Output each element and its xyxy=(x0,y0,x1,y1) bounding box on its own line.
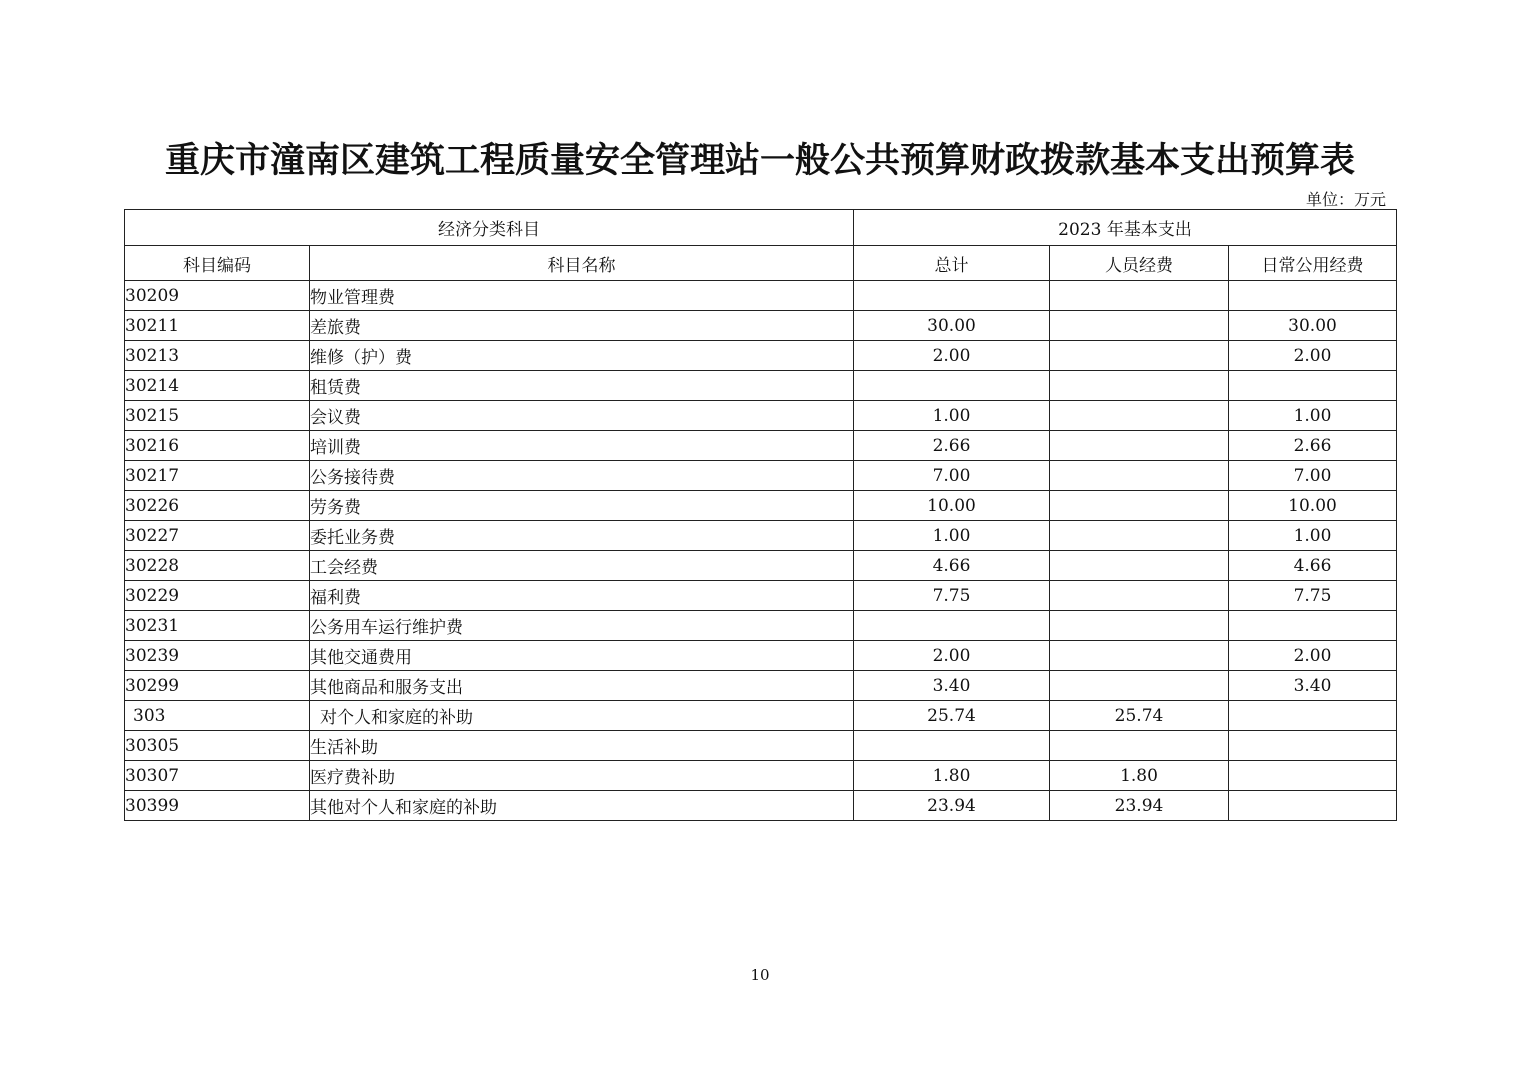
row-personnel xyxy=(1050,461,1229,491)
row-name: 委托业务费 xyxy=(310,521,854,551)
row-name: 福利费 xyxy=(310,581,854,611)
row-personnel xyxy=(1050,371,1229,401)
row-personnel xyxy=(1050,581,1229,611)
row-total: 2.66 xyxy=(854,431,1050,461)
table-row xyxy=(125,311,1397,341)
row-code: 30305 xyxy=(125,731,310,761)
row-code: 30227 xyxy=(125,521,310,551)
row-name: 其他对个人和家庭的补助 xyxy=(310,791,854,821)
table-row xyxy=(125,671,1397,701)
table-row xyxy=(125,431,1397,461)
table-row xyxy=(125,551,1397,581)
row-total: 4.66 xyxy=(854,551,1050,581)
row-code: 30211 xyxy=(125,311,310,341)
row-public xyxy=(1229,791,1397,821)
row-public: 7.75 xyxy=(1229,581,1397,611)
row-code: 30215 xyxy=(125,401,310,431)
table-row xyxy=(125,581,1397,611)
row-total: 25.74 xyxy=(854,701,1050,731)
row-public: 1.00 xyxy=(1229,401,1397,431)
header-personnel: 人员经费 xyxy=(1050,246,1229,281)
row-name: 劳务费 xyxy=(310,491,854,521)
row-total: 23.94 xyxy=(854,791,1050,821)
row-total xyxy=(854,371,1050,401)
header-economic-category: 经济分类科目 xyxy=(125,210,854,246)
row-public: 7.00 xyxy=(1229,461,1397,491)
row-personnel xyxy=(1050,611,1229,641)
table-row xyxy=(125,281,1397,311)
table-row xyxy=(125,521,1397,551)
row-total: 1.00 xyxy=(854,521,1050,551)
table-row xyxy=(125,401,1397,431)
row-name: 维修（护）费 xyxy=(310,341,854,371)
row-personnel xyxy=(1050,311,1229,341)
row-total: 1.00 xyxy=(854,401,1050,431)
row-public xyxy=(1229,731,1397,761)
row-name: 对个人和家庭的补助 xyxy=(310,701,854,731)
row-public xyxy=(1229,701,1397,731)
row-name: 公务用车运行维护费 xyxy=(310,611,854,641)
table-row xyxy=(125,611,1397,641)
row-code: 30239 xyxy=(125,641,310,671)
row-public: 2.00 xyxy=(1229,641,1397,671)
row-public: 3.40 xyxy=(1229,671,1397,701)
row-personnel xyxy=(1050,641,1229,671)
row-code: 30216 xyxy=(125,431,310,461)
row-personnel xyxy=(1050,671,1229,701)
row-code: 30307 xyxy=(125,761,310,791)
row-name: 租赁费 xyxy=(310,371,854,401)
header-name: 科目名称 xyxy=(310,246,854,281)
row-code: 30209 xyxy=(125,281,310,311)
row-public: 1.00 xyxy=(1229,521,1397,551)
row-total: 3.40 xyxy=(854,671,1050,701)
table-row xyxy=(125,461,1397,491)
row-total: 10.00 xyxy=(854,491,1050,521)
row-personnel xyxy=(1050,341,1229,371)
row-name: 其他商品和服务支出 xyxy=(310,671,854,701)
row-public: 2.00 xyxy=(1229,341,1397,371)
row-public: 2.66 xyxy=(1229,431,1397,461)
table-row xyxy=(125,641,1397,671)
budget-table xyxy=(124,209,1397,821)
row-public xyxy=(1229,761,1397,791)
row-code: 30231 xyxy=(125,611,310,641)
row-total xyxy=(854,611,1050,641)
header-total: 总计 xyxy=(854,246,1050,281)
table-row xyxy=(125,791,1397,821)
row-name: 物业管理费 xyxy=(310,281,854,311)
row-code: 30229 xyxy=(125,581,310,611)
row-personnel: 25.74 xyxy=(1050,701,1229,731)
row-personnel xyxy=(1050,551,1229,581)
row-public xyxy=(1229,371,1397,401)
row-personnel xyxy=(1050,281,1229,311)
row-total: 7.00 xyxy=(854,461,1050,491)
row-code: 303 xyxy=(125,701,310,731)
row-public xyxy=(1229,281,1397,311)
row-name: 生活补助 xyxy=(310,731,854,761)
row-name: 会议费 xyxy=(310,401,854,431)
row-personnel xyxy=(1050,731,1229,761)
row-personnel xyxy=(1050,431,1229,461)
row-total xyxy=(854,731,1050,761)
row-total: 1.80 xyxy=(854,761,1050,791)
header-code: 科目编码 xyxy=(125,246,310,281)
row-name: 工会经费 xyxy=(310,551,854,581)
row-code: 30299 xyxy=(125,671,310,701)
page-number: 10 xyxy=(750,966,770,984)
row-name: 差旅费 xyxy=(310,311,854,341)
table-row xyxy=(125,761,1397,791)
table-row xyxy=(125,701,1397,731)
row-code: 30228 xyxy=(125,551,310,581)
row-personnel: 23.94 xyxy=(1050,791,1229,821)
row-total: 2.00 xyxy=(854,641,1050,671)
header-public: 日常公用经费 xyxy=(1229,246,1397,281)
row-name: 医疗费补助 xyxy=(310,761,854,791)
table-body xyxy=(125,281,1397,821)
row-public: 30.00 xyxy=(1229,311,1397,341)
header-basic-expenditure: 2023 年基本支出 xyxy=(854,210,1397,246)
header-row-group xyxy=(125,210,1397,246)
row-total xyxy=(854,281,1050,311)
row-public xyxy=(1229,611,1397,641)
table-row xyxy=(125,491,1397,521)
row-personnel xyxy=(1050,491,1229,521)
row-code: 30217 xyxy=(125,461,310,491)
table-row xyxy=(125,731,1397,761)
unit-label: 单位：万元 xyxy=(1305,190,1386,209)
row-total: 7.75 xyxy=(854,581,1050,611)
page-title: 重庆市潼南区建筑工程质量安全管理站一般公共预算财政拨款基本支出预算表 xyxy=(164,140,1355,181)
row-code: 30399 xyxy=(125,791,310,821)
row-total: 30.00 xyxy=(854,311,1050,341)
row-public: 4.66 xyxy=(1229,551,1397,581)
table-row xyxy=(125,341,1397,371)
row-personnel xyxy=(1050,401,1229,431)
row-public: 10.00 xyxy=(1229,491,1397,521)
row-code: 30214 xyxy=(125,371,310,401)
row-code: 30213 xyxy=(125,341,310,371)
row-personnel xyxy=(1050,521,1229,551)
header-row-columns xyxy=(125,246,1397,281)
row-name: 其他交通费用 xyxy=(310,641,854,671)
row-name: 公务接待费 xyxy=(310,461,854,491)
row-name: 培训费 xyxy=(310,431,854,461)
table-row xyxy=(125,371,1397,401)
row-total: 2.00 xyxy=(854,341,1050,371)
row-code: 30226 xyxy=(125,491,310,521)
row-personnel: 1.80 xyxy=(1050,761,1229,791)
